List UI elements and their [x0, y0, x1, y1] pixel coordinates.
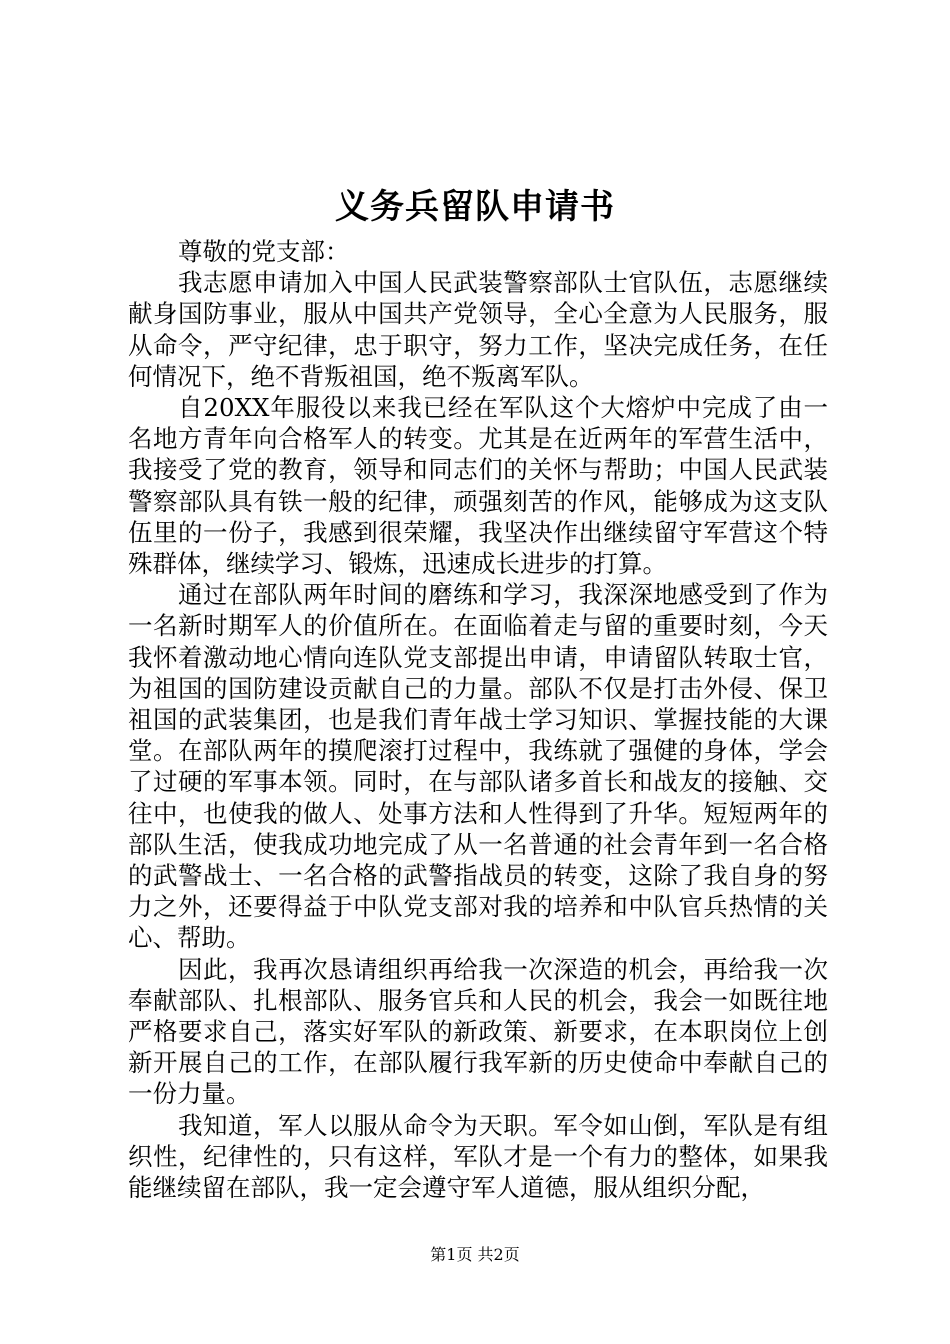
paragraph-5: 我知道，军人以服从命令为天职。军令如山倒，军队是有组织性，纪律性的，只有这样，军队才是一个有力的整体，如果我能继续留在部队，我一定会遵守军人道德，服从组织分配，: [128, 1110, 828, 1203]
document-body: [128, 236, 828, 1203]
page-footer: 第1页 共2页: [430, 1245, 520, 1264]
document-title: 义务兵留队申请书: [335, 187, 615, 227]
paragraph-2: 自20XX年服役以来我已经在军队这个大熔炉中完成了由一名地方青年向合格军人的转变。尤其是在近两年的军营生活中，我接受了党的教育，领导和同志们的关怀与帮助；中国人民武装警察部队具有铁一般的纪律，顽强刻苦的作风，能够成为这支队伍里的一份子，我感到很荣耀，我坚决作出继续留守军营这个特殊群体，继续学习、锻炼，迅速成长进步的打算。: [128, 393, 828, 579]
paragraph-4: 因此，我再次恳请组织再给我一次深造的机会，再给我一次奉献部队、扎根部队、服务官兵和人民的机会，我会一如既往地严格要求自己，落实好军队的新政策、新要求，在本职岗位上创新开展自己的工作，在部队履行我军新的历史使命中奉献自己的一份力量。: [128, 954, 828, 1109]
paragraph-1: 我志愿申请加入中国人民武装警察部队士官队伍，志愿继续献身国防事业，服从中国共产党领导，全心全意为人民服务，服从命令，严守纪律，忠于职守，努力工作，坚决完成任务，在任何情况下，绝不背叛祖国，绝不叛离军队。: [128, 268, 828, 391]
paragraph-3: 通过在部队两年时间的磨练和学习，我深深地感受到了作为一名新时期军人的价值所在。在面临着走与留的重要时刻，今天我怀着激动地心情向连队党支部提出申请，申请留队转取士官，为祖国的国防建设贡献自己的力量。部队不仅是打击外侵、保卫祖国的武装集团，也是我们青年战士学习知识、掌握技能的大课堂。在部队两年的摸爬滚打过程中，我练就了强健的身体，学会了过硬的军事本领。同时，在与部队诸多首长和战友的接触、交往中，也使我的做人、处事方法和人性得到了升华。短短两年的部队生活，使我成功地完成了从一名普通的社会青年到一名合格的武警战士、一名合格的武警指战员的转变，这除了我自身的努力之外，还要得益于中队党支部对我的培养和中队官兵热情的关心、帮助。: [128, 580, 828, 953]
salutation: 尊敬的党支部：: [178, 237, 350, 266]
